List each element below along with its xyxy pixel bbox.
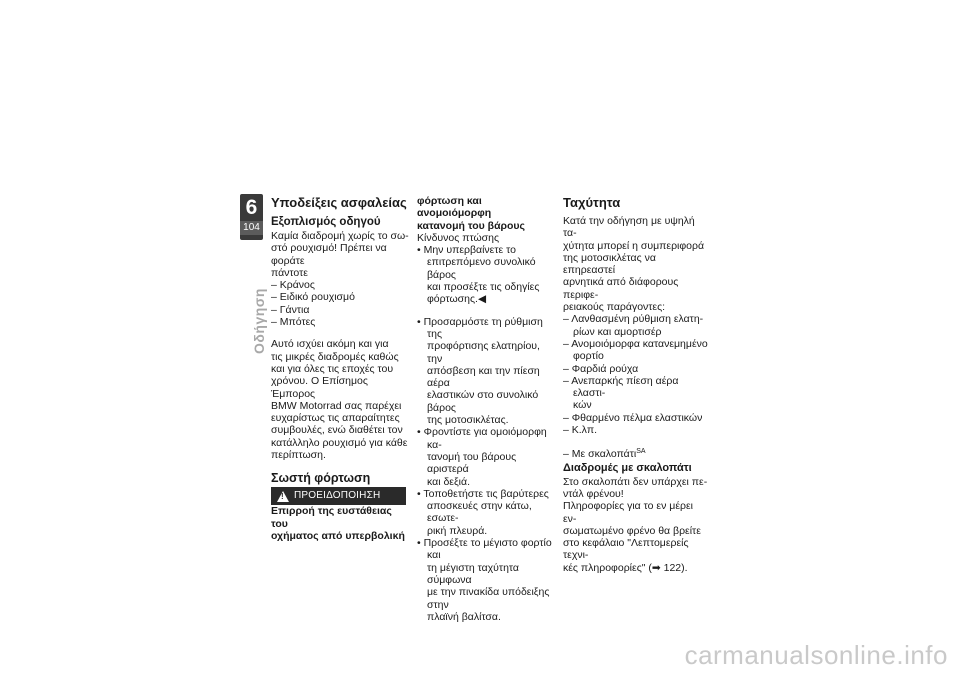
paragraph-line: Στο σκαλοπάτι δεν υπάρχει πε-: [563, 475, 708, 488]
list-item: – Ειδικό ρουχισμό: [271, 291, 355, 304]
bullet-item: • Μην υπερβαίνετε το επιτρεπόμενο συνολικό βάρος και προσέξτε τις οδηγίες φόρτωσης.◀: [417, 244, 540, 306]
list-item: – Με σκαλοπάτι$^{SA}$: [563, 448, 646, 461]
paragraph-line: BMW Motorrad σας παρέχει: [271, 399, 402, 412]
warning-text-line: κατανομή του βάρους: [417, 219, 525, 232]
paragraph-line: Αυτό ισχύει ακόμη και για: [271, 338, 389, 351]
list-item: – Λανθασμένη ρύθμιση ελατη- ρίων και αμορτισέρ: [563, 313, 704, 338]
warning-label: ΠΡΟΕΙΔΟΠΟΙΗΣΗ: [294, 490, 381, 502]
paragraph-line: Κατά την οδήγηση με υψηλή τα-: [563, 215, 695, 240]
paragraph-line: περίπτωση.: [271, 449, 326, 462]
list-item: – Φθαρμένο πέλμα ελαστικών: [563, 411, 703, 424]
heading-correct-loading: Σωστή φόρτωση: [271, 471, 371, 486]
list-item: – Κ.λπ.: [563, 424, 598, 437]
intro-line: Καμία διαδρομή χωρίς το σω-: [271, 230, 409, 242]
list-item: – Γάντια: [271, 303, 310, 316]
paragraph-line: τις μικρές διαδρομές καθώς: [271, 350, 399, 363]
column-1: [271, 195, 411, 542]
list-item: – Ανομοιόμορφα κατανεμημένο φορτίο: [563, 337, 708, 363]
section-title-safety: Υποδείξεις ασφαλείας: [271, 195, 407, 210]
warning-banner: [271, 487, 406, 505]
page-number: 104: [240, 221, 263, 235]
list-item: – Φαρδιά ρούχα: [563, 362, 639, 375]
intro-line: πάντοτε: [271, 266, 308, 279]
section-title-speed: Ταχύτητα: [563, 195, 621, 210]
watermark: carmanualsonline.info: [684, 640, 948, 670]
chapter-tab: [240, 194, 263, 240]
paragraph-line: κατάλληλο ρουχισμό για κάθε: [271, 436, 408, 449]
bullet-item: • Τοποθετήστε τις βαρύτερες αποσκευές στην κάτω, εσωτε- ρική πλευρά.: [417, 487, 549, 537]
paragraph-line: ντάλ φρένου!: [563, 487, 624, 500]
heading-footrest-rides: Διαδρομές με σκαλοπάτι: [563, 461, 692, 474]
subheading-rider-equipment: Εξοπλισμός οδηγού: [271, 216, 381, 228]
risk-text: Κίνδυνος πτώσης: [417, 231, 500, 244]
bullet-item: • Φροντίστε για ομοιόμορφη κα- τανομή του βάρους αριστερά και δεξιά.: [417, 426, 547, 488]
paragraph-line: και για όλες τις εποχές του: [271, 362, 394, 375]
list-item: – Κράνος: [271, 279, 315, 292]
end-mark-icon: ◀: [477, 293, 487, 306]
paragraph-line: σωματωμένο φρένο θα βρείτε: [563, 524, 701, 537]
chapter-side-label: Οδήγηση: [251, 288, 267, 354]
paragraph-line: αρνητικά από διάφορους περιφε-: [563, 276, 679, 301]
paragraph-line: ευχαρίστως τις απαραίτητες: [271, 412, 400, 425]
chapter-number: 6: [245, 196, 258, 219]
paragraph-line: χύτητα μπορεί η συμπεριφορά: [563, 239, 705, 252]
paragraph-line: Πληροφορίες για το εν μέρει εν-: [563, 500, 693, 525]
paragraph-line: ρειακούς παράγοντες:: [563, 301, 666, 314]
warning-text-line: Επιρροή της ευστάθειας του: [271, 505, 392, 530]
paragraph-line: συμβουλές, ενώ διαθέτει τον: [271, 424, 403, 437]
sa-superscript: SA: [636, 448, 646, 456]
intro-line: στό ρουχισμό! Πρέπει να φοράτε: [271, 242, 387, 267]
bullet-item: • Προσαρμόστε τη ρύθμιση της προφόρτισης ελατηρίου, την απόσβεση και την πίεση αέρα ελαστικών στο συνολικό βάρος της μοτοσικλέτας.: [417, 315, 543, 427]
warning-triangle-icon: [277, 491, 289, 502]
column-2: [417, 195, 557, 623]
paragraph-line: της μοτοσικλέτας να επηρεαστεί: [563, 251, 656, 277]
paragraph-line: στο κεφάλαιο "Λεπτομερείς τεχνι-: [563, 537, 689, 562]
warning-text-line: φόρτωση και ανομοιόμορφη: [417, 195, 492, 220]
bullet-item: • Προσέξτε το μέγιστο φορτίο και τη μέγιστη ταχύτητα σύμφωνα με την πινακίδα υπόδειξης στην πλαϊνή βαλίτσα.: [417, 537, 552, 623]
paragraph-line: χρόνου. Ο Επίσημος Έμπορος: [271, 375, 368, 400]
list-item: – Ανεπαρκής πίεση αέρα ελαστι- κών: [563, 374, 679, 412]
paragraph-line: κές πληροφορίες" (➡ 122).: [563, 561, 688, 574]
column-3: [563, 195, 708, 574]
warning-text-line: οχήματος από υπερβολική: [271, 529, 405, 542]
list-item: – Μπότες: [271, 316, 316, 329]
